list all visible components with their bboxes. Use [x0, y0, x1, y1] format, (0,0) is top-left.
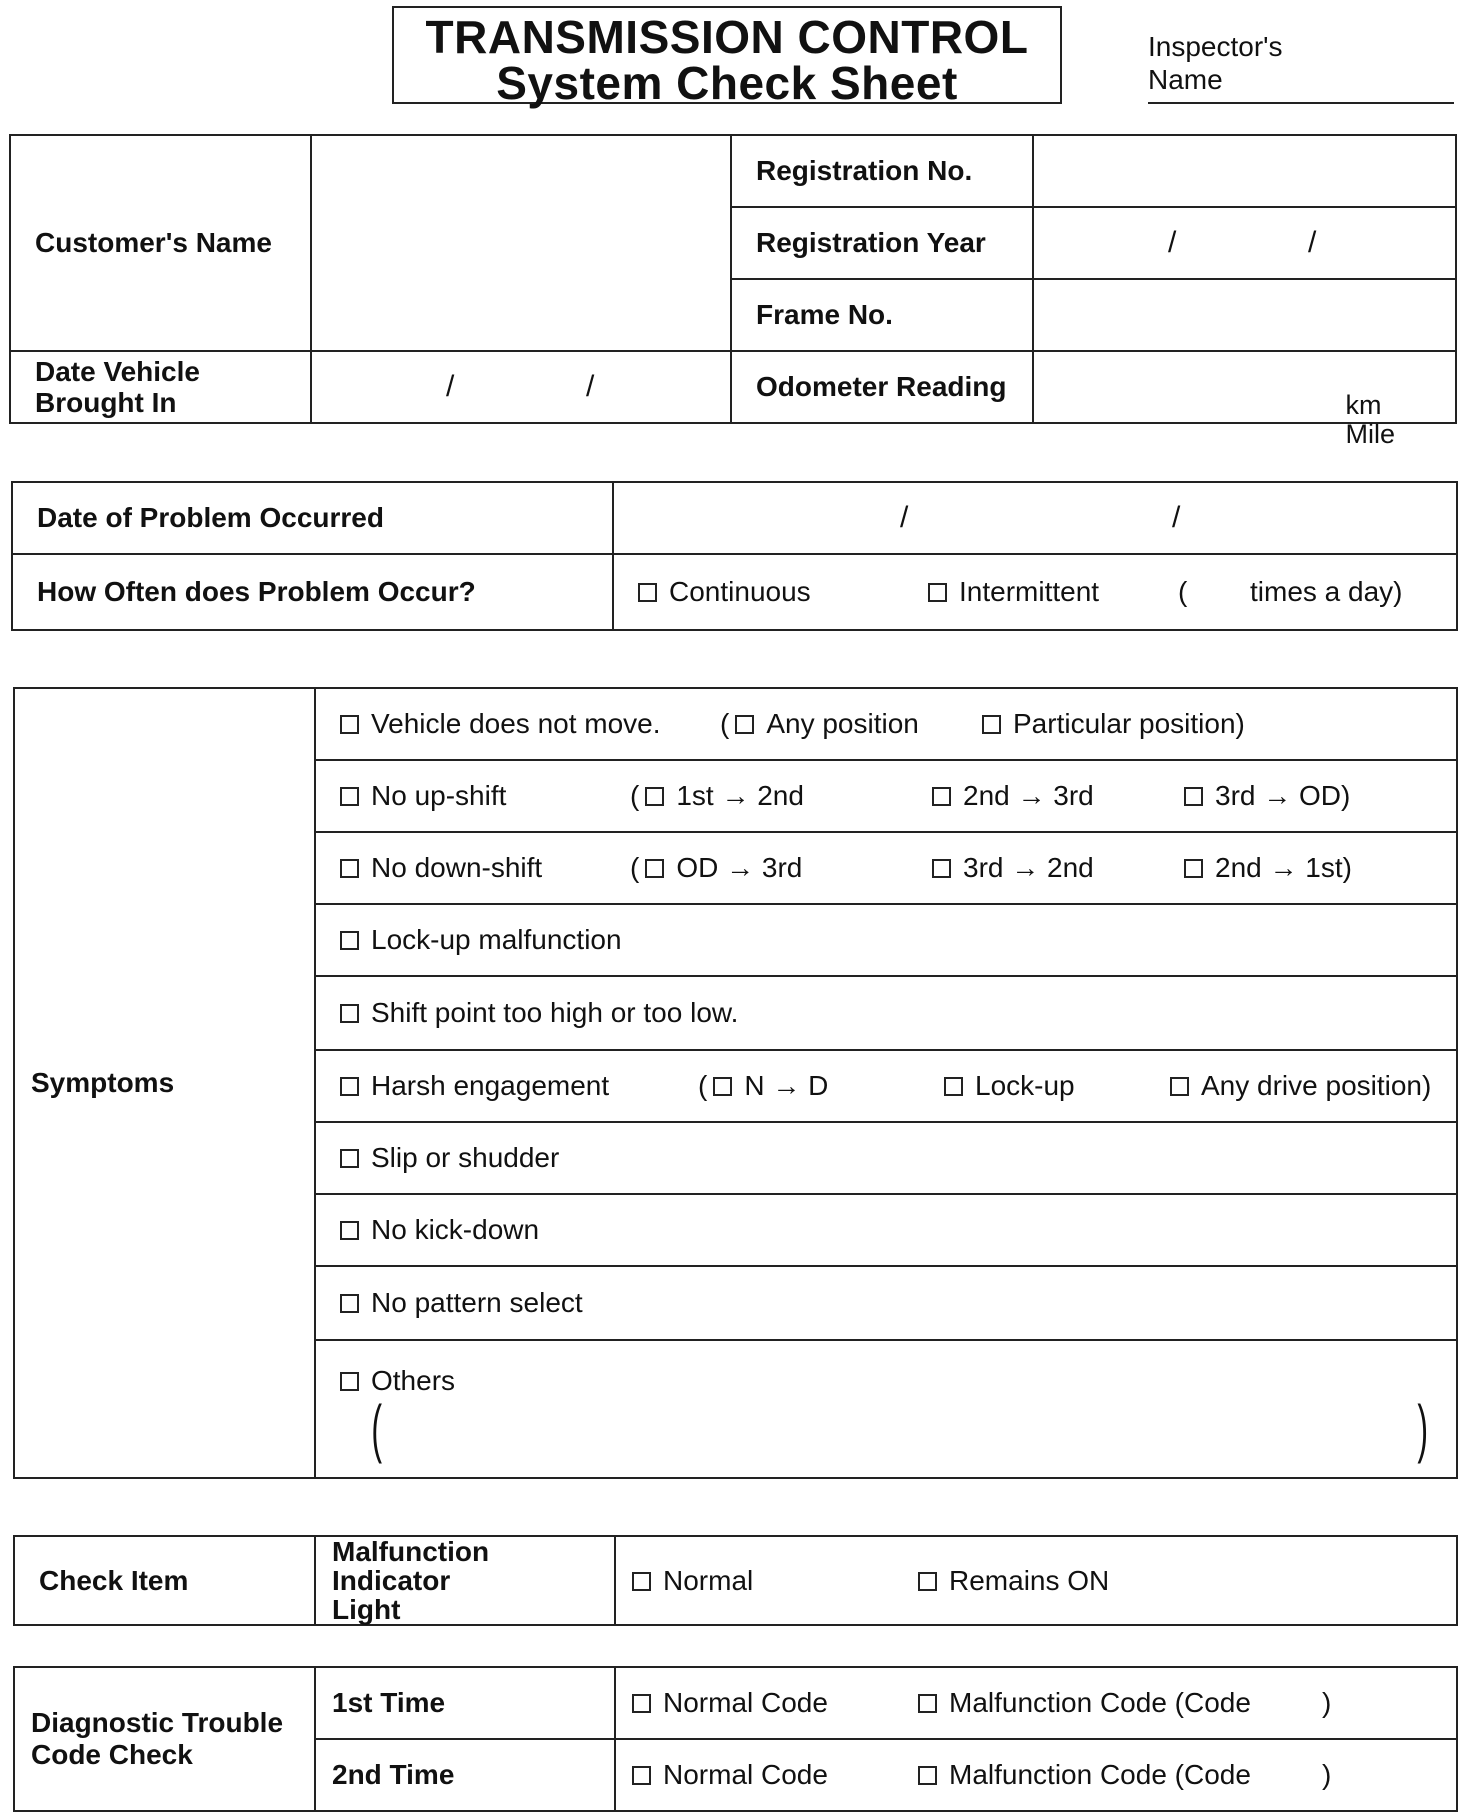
checkbox[interactable]	[918, 1694, 937, 1713]
symptom-text: Lock-up malfunction	[371, 924, 622, 955]
checkbox[interactable]	[340, 787, 359, 806]
option-text: 3rd → 2nd	[963, 852, 1094, 883]
symptoms-table	[13, 687, 1458, 1479]
paren: (	[720, 708, 730, 739]
checkbox[interactable]	[632, 1766, 651, 1785]
symptom-row	[315, 1050, 1457, 1122]
title-line-2: System Check Sheet	[496, 57, 958, 109]
inspector-name-field[interactable]	[1148, 102, 1454, 104]
odometer-field[interactable]	[1033, 351, 1456, 449]
paren: (	[698, 1070, 708, 1101]
dtc-table	[13, 1666, 1458, 1812]
option-text: Any drive position)	[1201, 1070, 1432, 1101]
check-item-table	[13, 1535, 1458, 1626]
others-open-paren: (	[371, 1392, 382, 1464]
customer-name-label: Customer's Name	[10, 135, 311, 351]
option-text: Lock-up	[975, 1070, 1075, 1101]
dtc-first-malfunction-option[interactable]	[918, 1687, 1251, 1719]
customer-name-field[interactable]	[311, 135, 731, 351]
close-paren: )	[1322, 1759, 1332, 1790]
close-paren: )	[1322, 1687, 1332, 1718]
checkbox[interactable]	[340, 1372, 359, 1391]
date-brought-in-field[interactable]	[311, 351, 731, 423]
checkbox[interactable]	[713, 1077, 732, 1096]
inspector-label-line2: Name	[1148, 64, 1223, 95]
symptom-row-others	[315, 1340, 1457, 1478]
intermittent-text: Intermittent	[959, 576, 1100, 607]
checkbox[interactable]	[638, 583, 657, 602]
option-text: Malfunction Code (Code	[949, 1759, 1251, 1790]
checkbox[interactable]	[982, 715, 1001, 734]
odometer-label: Odometer Reading	[731, 351, 1033, 423]
registration-year-field[interactable]	[1033, 207, 1456, 279]
option-1st-2nd[interactable]	[630, 780, 804, 812]
continuous-text: Continuous	[669, 576, 811, 607]
symptom-text: No kick-down	[371, 1214, 540, 1245]
symptom-row	[315, 760, 1457, 832]
registration-year-label: Registration Year	[731, 207, 1033, 279]
option-2nd-3rd[interactable]	[932, 780, 1094, 812]
checkbox[interactable]	[1184, 787, 1203, 806]
option-text: Particular position)	[1013, 708, 1245, 739]
checkbox[interactable]	[645, 787, 664, 806]
mil-options	[615, 1536, 1457, 1625]
intermittent-option[interactable]	[928, 576, 1099, 608]
option-text: N → D	[744, 1070, 829, 1101]
odometer-unit-km: km	[1345, 390, 1382, 420]
symptom-others[interactable]	[340, 1365, 455, 1397]
checkbox[interactable]	[340, 1294, 359, 1313]
date-brought-in-label	[10, 351, 311, 423]
option-text: 2nd → 1st)	[1215, 852, 1352, 883]
dtc-second-time-label: 2nd Time	[315, 1739, 615, 1811]
date-slash: /	[1172, 501, 1181, 534]
symptom-row	[315, 1122, 1457, 1194]
symptoms-label: Symptoms	[14, 688, 315, 1478]
symptom-no-kick-down[interactable]	[340, 1214, 539, 1246]
checkbox[interactable]	[735, 715, 754, 734]
date-brought-in-label-line1: Date Vehicle	[35, 356, 200, 387]
date-slash: /	[1168, 226, 1177, 259]
checkbox[interactable]	[632, 1572, 651, 1591]
title-box	[392, 6, 1062, 109]
date-brought-in-label-line2: Brought In	[35, 387, 177, 418]
checkbox[interactable]	[932, 859, 951, 878]
symptom-text: Shift point too high or too low.	[371, 997, 739, 1028]
frame-no-field[interactable]	[1033, 279, 1456, 351]
checkbox[interactable]	[1184, 859, 1203, 878]
checkbox[interactable]	[645, 859, 664, 878]
dtc-label-line1: Diagnostic Trouble	[31, 1707, 284, 1738]
mil-label	[315, 1536, 615, 1625]
symptom-harsh-engagement[interactable]	[340, 1070, 609, 1102]
continuous-option[interactable]	[638, 576, 811, 608]
option-3rd-2nd[interactable]	[932, 852, 1094, 884]
option-od-3rd[interactable]	[630, 852, 802, 884]
problem-date-field[interactable]	[613, 482, 1457, 554]
dtc-second-normal-option[interactable]	[632, 1759, 828, 1791]
symptom-row	[315, 904, 1457, 976]
checkbox[interactable]	[928, 583, 947, 602]
symptom-vehicle-no-move[interactable]	[340, 708, 661, 740]
problem-date-label: Date of Problem Occurred	[12, 482, 613, 554]
dtc-second-options	[615, 1739, 1457, 1811]
dtc-second-malfunction-option[interactable]	[918, 1759, 1251, 1791]
registration-no-field[interactable]	[1033, 135, 1456, 207]
symptom-no-up-shift[interactable]	[340, 780, 506, 812]
date-slash: /	[446, 370, 455, 403]
checkbox[interactable]	[340, 859, 359, 878]
checkbox[interactable]	[340, 1077, 359, 1096]
date-slash: /	[586, 370, 595, 403]
inspector-label	[1148, 30, 1283, 96]
option-text: Normal Code	[663, 1687, 828, 1718]
paren: (	[630, 780, 640, 811]
option-3rd-od[interactable]	[1184, 780, 1350, 812]
symptom-text: No pattern select	[371, 1287, 583, 1318]
symptom-row	[315, 688, 1457, 760]
option-text: Normal	[663, 1564, 754, 1596]
checkbox[interactable]	[632, 1694, 651, 1713]
option-text: 3rd → OD)	[1215, 780, 1351, 811]
checkbox[interactable]	[944, 1077, 963, 1096]
checkbox[interactable]	[932, 787, 951, 806]
option-text: Remains ON	[949, 1564, 1110, 1596]
symptom-row	[315, 832, 1457, 904]
date-slash: /	[900, 501, 909, 534]
option-text: Normal Code	[663, 1759, 828, 1790]
mil-label-line1: Malfunction Indicator	[332, 1536, 490, 1596]
option-text: 2nd → 3rd	[963, 780, 1094, 811]
times-a-day-text: times a day)	[1250, 576, 1403, 607]
symptom-row	[315, 1266, 1457, 1340]
title-line-1: TRANSMISSION CONTROL	[425, 11, 1029, 63]
paren: (	[630, 852, 640, 883]
check-item-label: Check Item	[14, 1536, 315, 1625]
dtc-first-normal-option[interactable]	[632, 1687, 828, 1719]
odometer-unit-mile: Mile	[1345, 419, 1395, 449]
registration-no-label: Registration No.	[731, 135, 1033, 207]
checkbox[interactable]	[1170, 1077, 1189, 1096]
symptom-no-down-shift[interactable]	[340, 852, 542, 884]
option-lock-up[interactable]	[944, 1070, 1075, 1102]
frequency-options	[613, 554, 1457, 630]
dtc-first-time-label: 1st Time	[315, 1667, 615, 1739]
symptom-lock-up-malfunction[interactable]	[340, 924, 622, 956]
checkbox[interactable]	[918, 1766, 937, 1785]
symptom-slip-or-shudder[interactable]	[340, 1142, 559, 1174]
option-text: 1st → 2nd	[676, 780, 804, 811]
option-any-drive-position[interactable]	[1170, 1070, 1431, 1102]
date-slash: /	[1308, 226, 1317, 259]
checkbox[interactable]	[340, 1149, 359, 1168]
option-particular-position[interactable]	[982, 708, 1245, 740]
frequency-label: How Often does Problem Occur?	[12, 554, 613, 630]
symptom-shift-point[interactable]	[340, 997, 738, 1029]
option-text: Any position	[766, 708, 919, 739]
mil-label-line2: Light	[332, 1594, 401, 1625]
mil-normal-option[interactable]	[632, 1565, 753, 1597]
checkbox[interactable]	[340, 715, 359, 734]
symptom-text: Slip or shudder	[371, 1142, 560, 1173]
problem-table	[11, 481, 1458, 631]
odometer-units	[1345, 391, 1395, 449]
symptom-text: Vehicle does not move.	[371, 708, 661, 739]
frame-no-label: Frame No.	[731, 279, 1033, 351]
dtc-label	[14, 1667, 315, 1811]
option-any-position[interactable]	[720, 708, 919, 740]
checkbox[interactable]	[340, 1221, 359, 1240]
symptom-text: Harsh engagement	[371, 1070, 610, 1101]
others-close-paren: )	[1417, 1392, 1428, 1464]
checkbox[interactable]	[918, 1572, 937, 1591]
option-2nd-1st[interactable]	[1184, 852, 1352, 884]
dtc-first-options	[615, 1667, 1457, 1739]
option-n-d[interactable]	[698, 1070, 828, 1102]
symptom-text: No down-shift	[371, 852, 543, 883]
checkbox[interactable]	[340, 931, 359, 950]
symptom-row	[315, 976, 1457, 1050]
vehicle-info-table	[9, 134, 1457, 449]
inspector-label-line1: Inspector's	[1148, 31, 1283, 62]
symptom-text: No up-shift	[371, 780, 507, 811]
symptom-no-pattern-select[interactable]	[340, 1287, 583, 1319]
times-open-paren: (	[1178, 576, 1188, 607]
mil-remains-on-option[interactable]	[918, 1565, 1109, 1597]
option-text: Malfunction Code (Code	[949, 1687, 1251, 1718]
option-text: OD → 3rd	[676, 852, 803, 883]
dtc-label-line2: Code Check	[31, 1739, 193, 1770]
symptom-text: Others	[371, 1365, 456, 1396]
symptom-row	[315, 1194, 1457, 1266]
checkbox[interactable]	[340, 1004, 359, 1023]
